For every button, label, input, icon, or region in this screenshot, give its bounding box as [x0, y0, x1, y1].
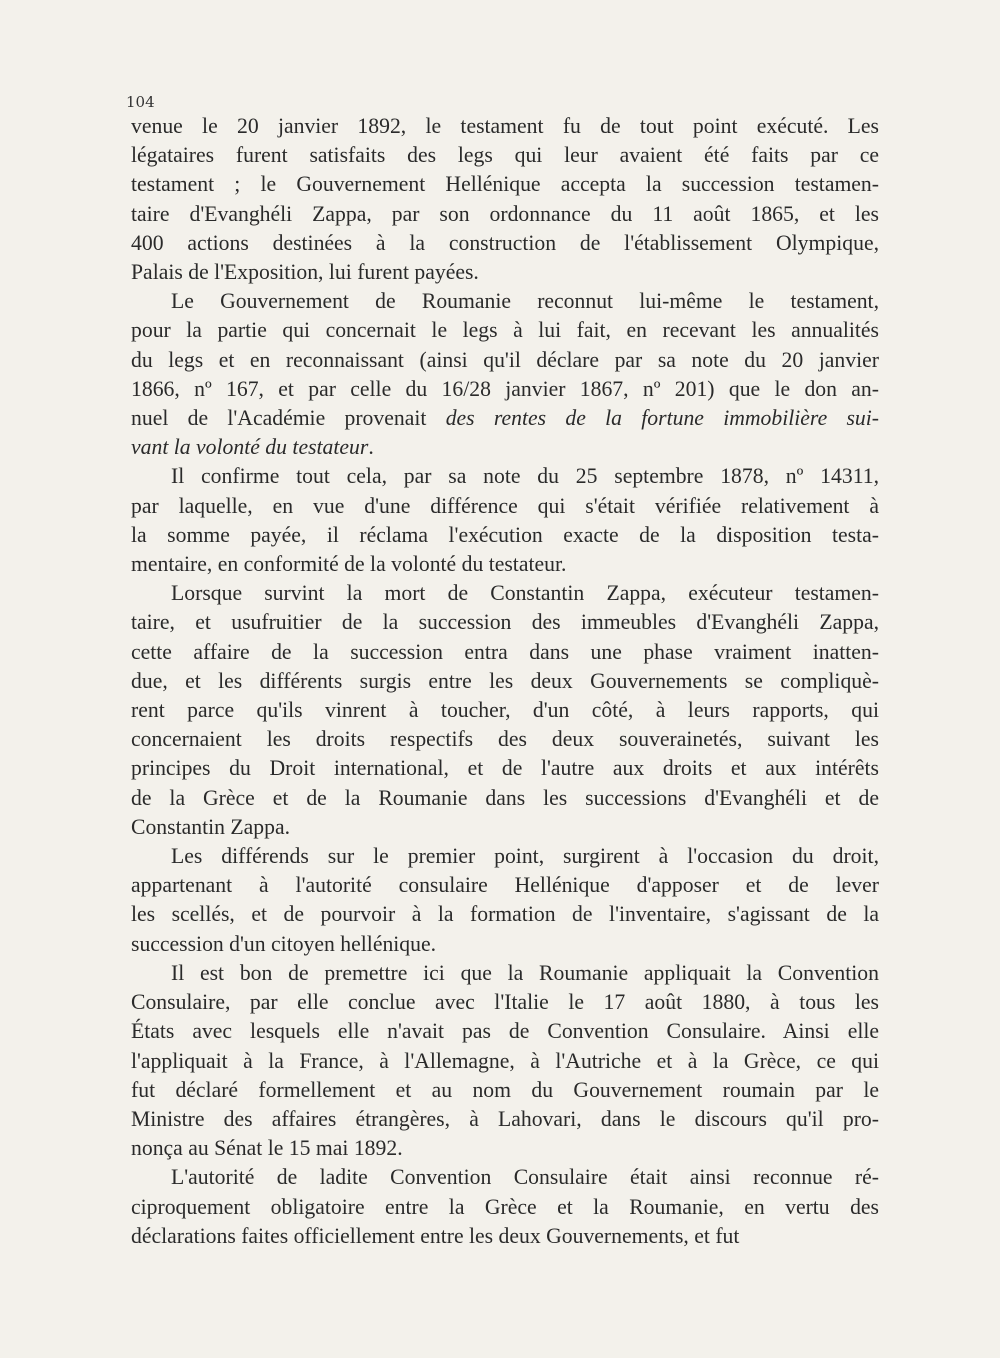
text-line: vant la volonté du testateur.: [131, 435, 374, 460]
text-line: États avec lesquels elle n'avait pas de Convention Consulaire. Ainsi elle: [131, 1019, 879, 1044]
text-line: 400 actions destinées à la construction de l'établissement Olympique,: [131, 230, 879, 255]
text-line: ciproquement obligatoire entre la Grèce et la Roumanie, en vertu des: [131, 1194, 879, 1219]
text-line: fut déclaré formellement et au nom du Gouvernement roumain par le: [131, 1077, 879, 1102]
text-line: testament ; le Gouvernement Hellénique accepta la succession testamen-: [131, 172, 879, 197]
page-number: 104: [126, 93, 155, 111]
paragraph: [131, 959, 879, 1163]
body-text: [131, 112, 879, 1251]
italic-text: des rentes de la fortune immobilière sui-: [445, 406, 880, 431]
text-line: 1866, nº 167, et par celle du 16/28 janvier 1867, nº 201) que le don an-: [131, 376, 879, 401]
paragraph: [131, 1163, 879, 1251]
text-line: par laquelle, en vue d'une différence qui s'était vérifiée relativement à: [131, 493, 879, 518]
text-line: de la Grèce et de la Roumanie dans les successions d'Evanghéli et de: [131, 785, 879, 810]
text-line: taire d'Evanghéli Zappa, par son ordonnance du 11 août 1865, et les: [131, 201, 879, 226]
text-line: nuel de l'Académie provenait des rentes de la fortune immobilière sui-: [131, 406, 880, 431]
text-line: taire, et usufruitier de la succession des immeubles d'Evanghéli Zappa,: [131, 610, 879, 635]
text-line: Palais de l'Exposition, lui furent payées.: [131, 260, 479, 285]
text-line: concernaient les droits respectifs des deux souverainetés, suivant les: [131, 727, 879, 752]
text-line: Les différends sur le premier point, surgirent à l'occasion du droit,: [171, 844, 879, 869]
text-line: appartenant à l'autorité consulaire Hellénique d'apposer et de lever: [131, 873, 879, 898]
text-line: due, et les différents surgis entre les deux Gouvernements se compliquè-: [131, 668, 879, 693]
paragraph: [131, 842, 879, 959]
italic-text: vant la volonté du testateur: [131, 435, 369, 460]
text-line: pour la partie qui concernait le legs à lui fait, en recevant les annualités: [131, 318, 879, 343]
paragraph: [131, 579, 879, 842]
text-line: Lorsque survint la mort de Constantin Zappa, exécuteur testamen-: [171, 581, 879, 606]
text-line: L'autorité de ladite Convention Consulaire était ainsi reconnue ré-: [171, 1165, 879, 1190]
text-line: du legs et en reconnaissant (ainsi qu'il déclare par sa note du 20 janvier: [131, 347, 879, 372]
paragraph: [131, 112, 879, 287]
paragraph: [131, 287, 879, 462]
text-line: nonça au Sénat le 15 mai 1892.: [131, 1136, 403, 1161]
text-line: la somme payée, il réclama l'exécution exacte de la disposition testa-: [131, 522, 879, 547]
text-line: les scellés, et de pourvoir à la formation de l'inventaire, s'agissant de la: [131, 902, 879, 927]
text-line: Le Gouvernement de Roumanie reconnut lui-même le testament,: [171, 289, 879, 314]
text-line: Il est bon de premettre ici que la Roumanie appliquait la Convention: [171, 960, 879, 985]
text-line: Constantin Zappa.: [131, 814, 291, 839]
text-line: l'appliquait à la France, à l'Allemagne, à l'Autriche et à la Grèce, ce qui: [131, 1048, 879, 1073]
text-line: cette affaire de la succession entra dans une phase vraiment inatten-: [131, 639, 879, 664]
text-line: rent parce qu'ils vinrent à toucher, d'un côté, à leurs rapports, qui: [131, 698, 879, 723]
text-line: principes du Droit international, et de l'autre aux droits et aux intérêts: [131, 756, 879, 781]
text-line: Il confirme tout cela, par sa note du 25 septembre 1878, nº 14311,: [171, 464, 879, 489]
text-line: mentaire, en conformité de la volonté du testateur.: [131, 552, 567, 577]
text-line: venue le 20 janvier 1892, le testament fu de tout point exécuté. Les: [131, 114, 879, 138]
text-line: déclarations faites officiellement entre les deux Gouvernements, et fut: [131, 1223, 740, 1248]
text-line: Consulaire, par elle conclue avec l'Italie le 17 août 1880, à tous les: [131, 990, 879, 1015]
text-line: Ministre des affaires étrangères, à Lahovari, dans le discours qu'il pro-: [131, 1106, 879, 1131]
text-line: succession d'un citoyen hellénique.: [131, 931, 437, 956]
text-line: légataires furent satisfaits des legs qui leur avaient été faits par ce: [131, 143, 879, 168]
paragraph: [131, 462, 879, 579]
